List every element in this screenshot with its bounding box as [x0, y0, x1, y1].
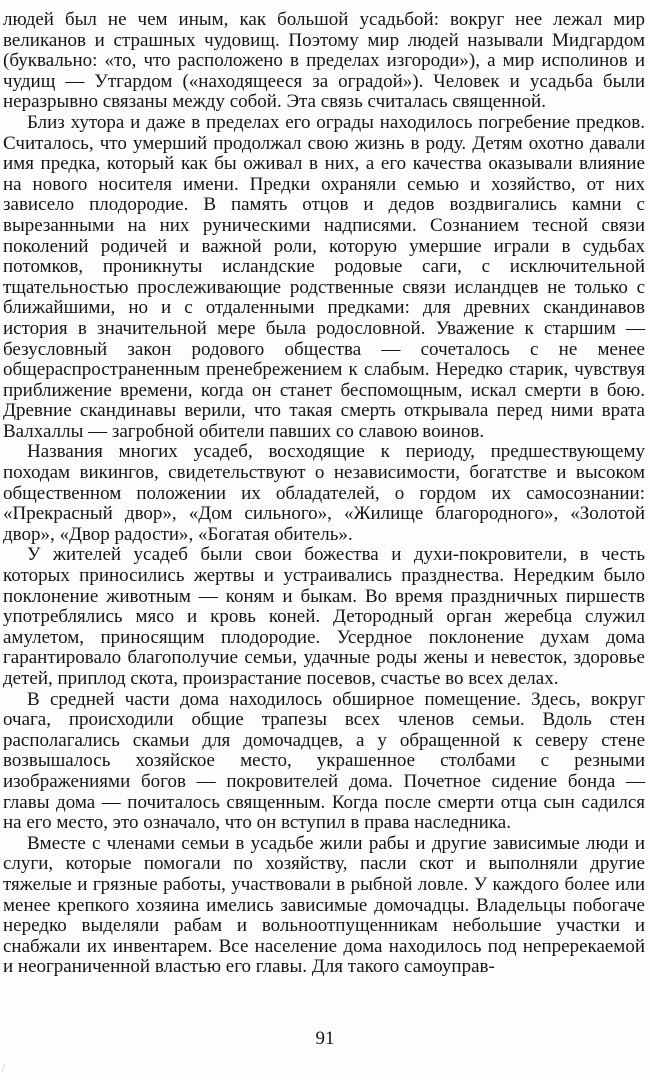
paragraph-2: Близ хутора и даже в пределах его ограды находилось погребение предков. Считалось, что умерший продолжал свою жизнь в роду. Детям охотно давали имя предка, который как бы оживал в них, а его качества оказывали влияние на нового носителя имени. Предки охраняли семью и хозяйство, от них зависело плодородие. В память отцов и дедов воздвигались камни с вырезанными на них руническими надписями. Сознанием тесной связи поколений родичей и важной роли, которую умершие играли в судьбах потомков, проникнуты исландские родовые саги, с исключительной тщательностью прослеживающие родственные связи исландцев не только с ближайшими, но и с отдаленными предками: для древних скандинавов история в значительной мере была родословной. Уважение к старшим — безусловный закон родового общества — сочеталось с не менее общераспространенным пренебрежением к слабым. Нередко старик, чувствуя приближение времени, когда он станет беспомощным, искал смерти в бою. Древние скандинавы верили, что такая смерть открывала перед ними врата Валхаллы — загробной обители павших со славою воинов.	[3, 111, 645, 442]
scan-edge-mark: /	[2, 1060, 6, 1074]
page-number: 91	[315, 1028, 335, 1049]
paragraph-4: У жителей усадеб были свои божества и духи-покровители, в честь которых приносились жертвы и устраивались празднества. Нередким было поклонение животным — коням и быкам. Во время праздничных пиршеств употреблялись мясо и кровь коней. Детородный орган жеребца служил амулетом, приносящим плодородие. Усердное поклонение духам дома гарантировало благополучие семьи, удачные роды жены и невесток, здоровье детей, приплод скота, произрастание посевов, счастье во всех делах.	[3, 544, 645, 689]
paragraph-5: В средней части дома находилось обширное помещение. Здесь, вокруг очага, происходили общие трапезы всех членов семьи. Вдоль стен располагались скамьи для домочадцев, а у обращенной к северу стене возвышалось хозяйское место, украшенное столбами с резными изображениями богов — покровителей дома. Почетное сидение бонда — главы дома — почиталось священным. Когда после смерти отца сын садился на его место, это означало, что он вступил в права наследника.	[3, 688, 645, 834]
paragraph-1: людей был не чем иным, как большой усадьбой: вокруг нее лежал мир великанов и страшных чудовищ. Поэтому мир людей называли Мидгардом (буквально: «то, что расположено в пределах изгороди»), а мир исполинов и чудищ — Утгардом («находящееся за оградой»). Человек и усадьба были неразрывно связаны между собой. Эта связь считалась священной.	[3, 9, 645, 113]
page-body-text	[3, 10, 645, 978]
paragraph-3: Названия многих усадеб, восходящие к периоду, предшествующему походам викингов, свидетельствуют о независимости, богатстве и высоком общественном положении их обладателей, о гордом их самосознании: «Прекрасный двор», «Дом сильного», «Жилище благородного», «Золотой двор», «Двор радости», «Богатая обитель».	[3, 441, 645, 545]
paragraph-6: Вместе с членами семьи в усадьбе жили рабы и другие зависимые люди и слуги, которые помогали по хозяйству, пасли скот и выполняли другие тяжелые и грязные работы, участвовали в рыбной ловле. У каждого более или менее крепкого хозяина имелись зависимые домочадцы. Владельцы побогаче нередко выделяли рабам и вольноотпущенникам небольшие участки и снабжали их инвентарем. Все население дома находилось под непререкаемой и неограниченной властью его главы. Для такого самоуправ-	[3, 832, 645, 978]
